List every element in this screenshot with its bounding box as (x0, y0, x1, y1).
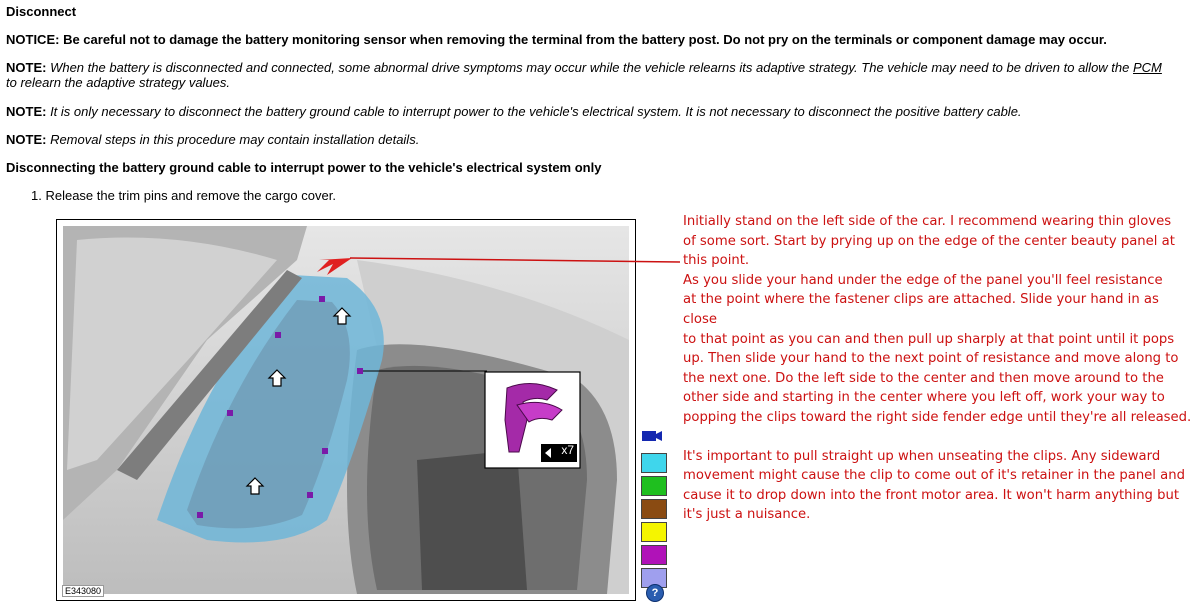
color-legend (641, 428, 667, 591)
notice-label: NOTICE: (6, 32, 60, 47)
annotation-line: to that point as you can and then pull up sharply at that point until it pops (683, 331, 1175, 347)
notice-text: Be careful not to damage the battery monitoring sensor when removing the terminal from the battery post. Do not pry on the terminals or component damage may occur. (59, 32, 1107, 47)
swatch-brown[interactable] (641, 499, 667, 519)
annotation-text (683, 212, 1193, 525)
section-heading: Disconnect (6, 4, 77, 19)
annotation-line: movement might cause the clip to come out of it's retainer in the panel and (683, 468, 1185, 484)
annotation-line: it's just a nuisance. (683, 507, 811, 523)
note-2-text: It is only necessary to disconnect the battery ground cable to interrupt power to the vehicle's electrical system. It is not necessary to disconnect the positive battery cable. (46, 104, 1022, 119)
clip-quantity-label: x7 (561, 443, 574, 457)
camera-icon[interactable] (641, 428, 663, 442)
annotation-line: this point. (683, 253, 750, 269)
annotation-line: the next one. Do the left side to the center and then move around to the (683, 370, 1164, 386)
swatch-green[interactable] (641, 476, 667, 496)
annotation-line: popping the clips toward the right side fender edge until they're all released. (683, 409, 1192, 425)
swatch-cyan[interactable] (641, 453, 667, 473)
swatch-magenta[interactable] (641, 545, 667, 565)
note-1-text: When the battery is disconnected and connected, some abnormal drive symptoms may occur while the vehicle relearns its adaptive strategy. The vehicle may need to be driven to allow the (46, 60, 1133, 75)
step-1: 1. Release the trim pins and remove the cargo cover. (31, 188, 336, 203)
annotation-line: other side and starting in the center where you left off, work your way to (683, 390, 1165, 406)
subheading: Disconnecting the battery ground cable to interrupt power to the vehicle's electrical system only (6, 160, 602, 175)
note-1-label: NOTE: (6, 60, 47, 75)
note-1-line-2: to relearn the adaptive strategy values. (6, 75, 231, 90)
note-3-text: Removal steps in this procedure may contain installation details. (46, 132, 420, 147)
note-2-label: NOTE: (6, 104, 47, 119)
annotation-line: It's important to pull straight up when unseating the clips. Any sideward (683, 448, 1161, 464)
help-icon[interactable]: ? (646, 584, 664, 602)
swatch-yellow[interactable] (641, 522, 667, 542)
annotation-line: up. Then slide your hand to the next point of resistance and move along to (683, 351, 1179, 367)
pcm-link[interactable]: PCM (1133, 60, 1162, 75)
annotation-line: Initially stand on the left side of the car. I recommend wearing thin gloves (683, 214, 1172, 229)
figure-id: E343080 (62, 585, 104, 597)
annotation-line: at the point where the fastener clips are attached. Slide your hand in as close (683, 292, 1159, 327)
note-3-label: NOTE: (6, 132, 47, 147)
annotation-line: As you slide your hand under the edge of the panel you'll feel resistance (683, 272, 1163, 288)
annotation-line: cause it to drop down into the front motor area. It won't harm anything but (683, 487, 1180, 503)
annotation-line: of some sort. Start by prying up on the edge of the center beauty panel at (683, 233, 1175, 249)
